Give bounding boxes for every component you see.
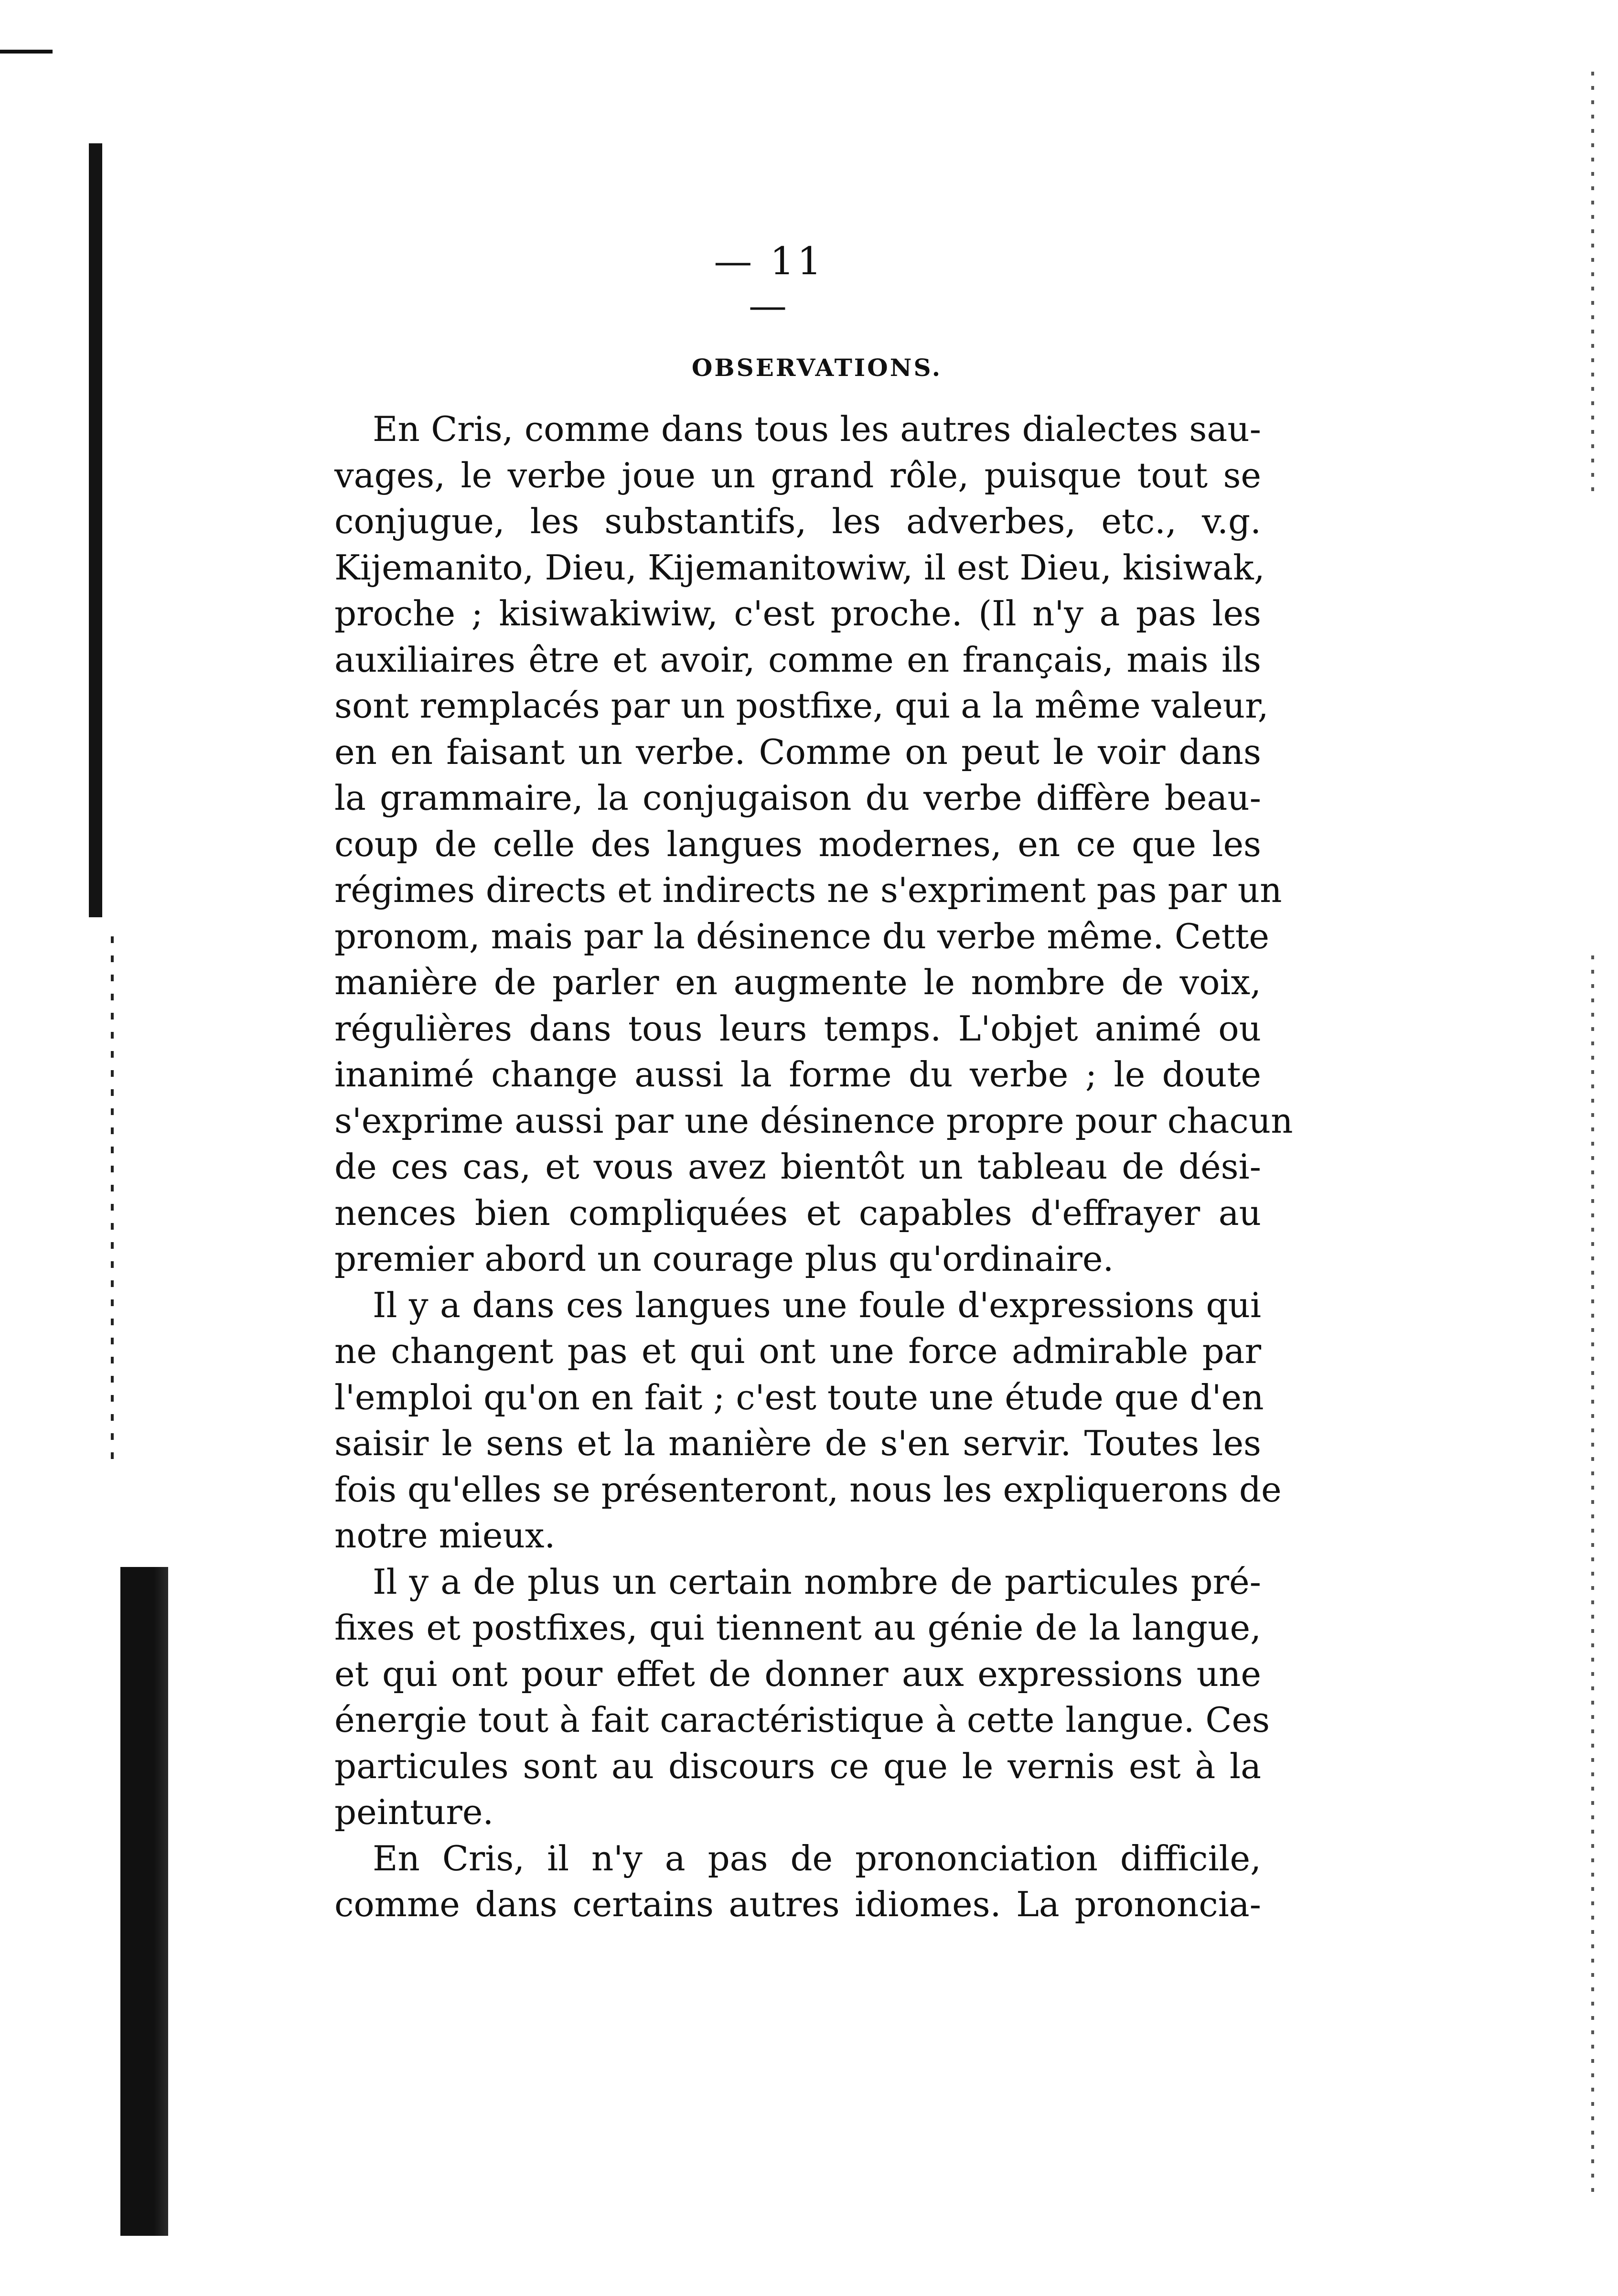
text-line: coup de celle des langues modernes, en ce que les — [334, 824, 1261, 864]
text-line: premier abord un courage plus qu'ordinaire. — [334, 1239, 1114, 1279]
text-line: notre mieux. — [334, 1515, 556, 1556]
text-line: sont remplacés par un postfixe, qui a la même valeur, — [334, 686, 1269, 726]
text-line: pronom, mais par la désinence du verbe même. Cette — [334, 916, 1270, 956]
binding-shadow-upper — [89, 143, 102, 917]
text-line: nences bien compliquées et capables d'effrayer au — [334, 1192, 1261, 1233]
right-edge-speckle-lower — [1591, 955, 1594, 2198]
text-line: de ces cas, et vous avez bientôt un tableau de dési- — [334, 1147, 1261, 1187]
text-line: s'exprime aussi par une désinence propre pour chacun — [334, 1100, 1293, 1141]
text-line: Il y a dans ces langues une foule d'expressions qui — [373, 1285, 1261, 1325]
text-line: saisir le sens et la manière de s'en servir. Toutes les — [334, 1423, 1261, 1463]
text-line: ne changent pas et qui ont une force admirable par — [334, 1331, 1261, 1371]
text-line: vages, le verbe joue un grand rôle, puisque tout se — [334, 455, 1261, 495]
text-line: particules sont au discours ce que le vernis est à la — [334, 1746, 1261, 1786]
paragraph-1 — [334, 406, 1293, 1282]
text-line: peinture. — [334, 1792, 494, 1832]
binding-speckle — [111, 936, 114, 1462]
paragraph-4 — [334, 1835, 1261, 1928]
text-line: auxiliaires être et avoir, comme en français, mais ils — [334, 639, 1261, 680]
text-line: Kijemanito, Dieu, Kijemanitowiw, il est Dieu, kisiwak, — [334, 547, 1265, 588]
text-line: En Cris, il n'y a pas de prononciation difficile, — [373, 1838, 1261, 1878]
page-number: — 11 — — [714, 239, 825, 328]
text-line: Il y a de plus un certain nombre de particules pré- — [373, 1561, 1261, 1602]
text-line: énergie tout à fait caractéristique à cette langue. Ces — [334, 1700, 1270, 1740]
text-line: en en faisant un verbe. Comme on peut le voir dans — [334, 731, 1261, 772]
text-line: conjugue, les substantifs, les adverbes, etc., v.g. — [334, 501, 1261, 541]
body-text — [334, 406, 1293, 1928]
text-line: la grammaire, la conjugaison du verbe diffère beau- — [334, 778, 1261, 818]
text-line: fois qu'elles se présenteront, nous les expliquerons de — [334, 1469, 1282, 1510]
text-line: fixes et postfixes, qui tiennent au génie de la langue, — [334, 1608, 1261, 1648]
right-edge-speckle-upper — [1591, 72, 1594, 502]
paragraph-3 — [334, 1559, 1270, 1835]
text-line: manière de parler en augmente le nombre de voix, — [334, 962, 1261, 1002]
text-line: comme dans certains autres idiomes. La prononcia- — [334, 1884, 1261, 1924]
section-heading: OBSERVATIONS. — [691, 354, 943, 382]
scan-corner-mark — [0, 50, 53, 54]
text-line: l'emploi qu'on en fait ; c'est toute une étude que d'en — [334, 1377, 1264, 1417]
text-line: régulières dans tous leurs temps. L'objet animé ou — [334, 1008, 1261, 1049]
text-line: inanimé change aussi la forme du verbe ; le doute — [334, 1054, 1261, 1094]
text-line: régimes directs et indirects ne s'expriment pas par un — [334, 870, 1282, 910]
paragraph-2 — [334, 1282, 1282, 1559]
text-line: proche ; kisiwakiwiw, c'est proche. (Il n'y a pas les — [334, 593, 1261, 633]
text-line: et qui ont pour effet de donner aux expressions une — [334, 1653, 1261, 1694]
binding-shadow-lower — [120, 1567, 168, 2236]
text-line: En Cris, comme dans tous les autres dialectes sau- — [373, 409, 1261, 449]
